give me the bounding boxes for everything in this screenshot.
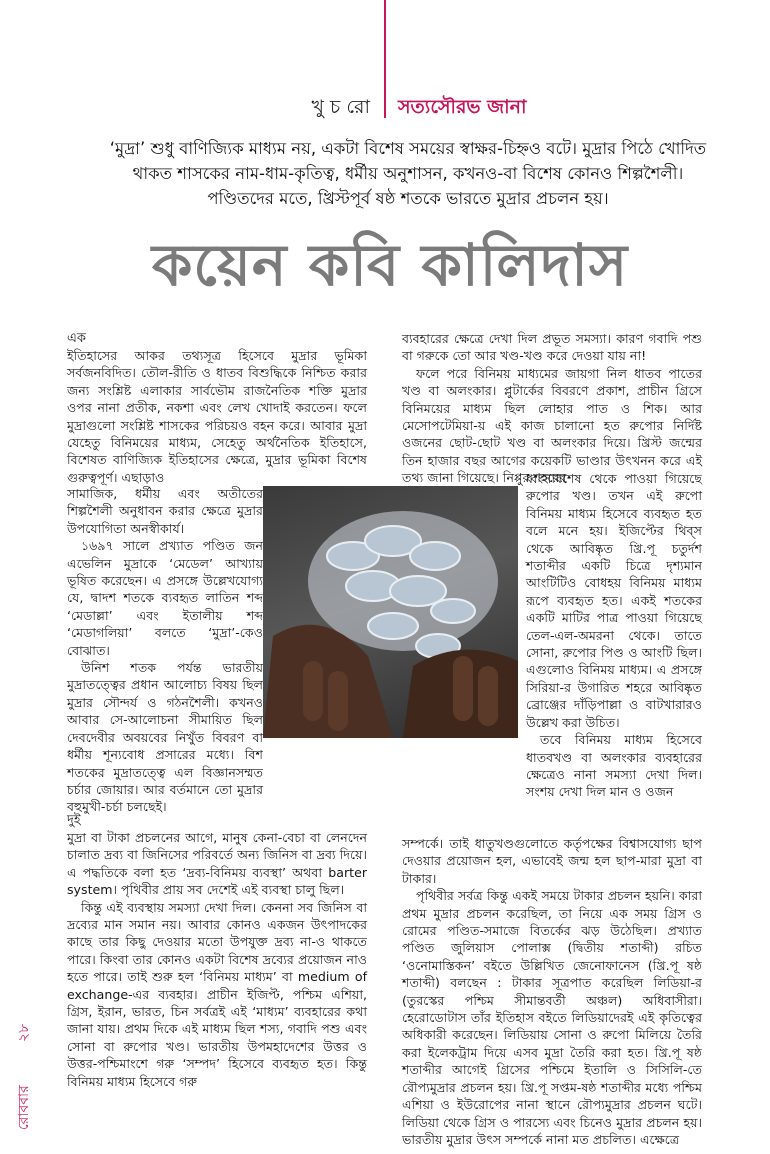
paragraph: তবে বিনিময় মাধ্যম হিসেবে ধাতবখণ্ড বা অলংকার ব্যবহারের ক্ষেত্রেও নানা সমস্যা দেখা দিল। সংশয় দেখা দিল মান ও ওজন bbox=[526, 732, 702, 800]
paragraph: ফলে পরে বিনিময় মাধ্যমের জায়গা নিল ধাতব পাতের খণ্ড বা অলংকার। প্লুটার্কের বিবরণে প্রকাশ, প্রাচীন গ্রিসে বিনিময়ের মাধ্যম ছিল লোহার পাত ও শিক। আর মেসোপটেমিয়া-য় এই কাজ চালানো হত রুপোর নির্দিষ্ট ওজনের ছোট-ছোট খণ্ড বা অলংকার দিয়ে। খ্রিস্ট জন্মের তিন হাজার বছর আগের কয়েকটি ভাণ্ডার উৎখনন করে এই তথ্য জানা গিয়েছে। নিপ্পুর শহরের bbox=[402, 365, 702, 486]
paragraph: কিন্তু এই ব্যবস্থায় সমস্যা দেখা দিল। কেননা সব জিনিস বা দ্রব্যের মান সমান নয়। আবার কোনও একজন উৎপাদকের কাছে তার কিছু দেওয়ার মতো উপযুক্ত দ্রব্য না-ও থাকতে পারে। কিংবা তার কোনও একটা বিশেষ দ্রব্যের প্রয়োজন নাও হতে পারে। তাই শুরু হল ‘বিনিময় মাধ্যম’ বা medium of exchange-এর ব্যবহার। প্রাচীন ইজিপ্ট, পশ্চিম এশিয়া, গ্রিস, ইরান, ভারত, চিন সর্বত্রই এই ‘মাধ্যম’ ব্যবহারের কথা জানা যায়। প্রথম দিকে এই মাধ্যম ছিল শস্য, গবাদি পশু এবং সোনা বা রুপোর খণ্ড। ভারতীয় উপমহাদেশের উত্তর ও উত্তর-পশ্চিমাংশে গরু ‘সম্পদ’ হিসেবে ব্যবহৃত হত। কিন্তু বিনিময় মাধ্যম হিসেবে গরু bbox=[67, 899, 367, 1089]
page-number: ২৮ bbox=[16, 1023, 32, 1042]
column2-bottom bbox=[402, 835, 702, 1147]
column1-bottom bbox=[67, 812, 367, 1112]
paragraph: পৃথিবীর সর্বত্র কিন্তু একই সময়ে টাকার প্রচলন হয়নি। কারা প্রথম মুদ্রার প্রচলন করেছিল, তা নিয়ে এক সময় গ্রিস ও রোমের পণ্ডিত-সমাজে বিতর্কের ঝড় উঠেছিল। প্রখ্যাত পণ্ডিত জুলিয়াস পোলাক্স (দ্বিতীয় শতাব্দী) রচিত ‘ওনোমাস্তিকন’ বইতে উল্লিখিত জেনোফানেস (খ্রি.পূ ষষ্ঠ শতাব্দী) বলছেন : টাকার সূত্রপাত করেছিল লিডিয়া-র (তুরস্কের পশ্চিম সীমান্তবর্তী অঞ্চল) অধিবাসীরা। হেরোডোটাস তাঁর ইতিহাস বইতে লিডিয়াদেরই এই কৃতিত্বের অধিকারী করেছেন। লিডিয়ায় সোনা ও রুপো মিলিয়ে তৈরি করা ইলেকট্রাম দিয়ে এসব মুদ্রা তৈরি করা হত। খ্রি.পূ ষষ্ঠ শতাব্দীর আগেই গ্রিসের পশ্চিমে ইতালি ও সিসিলি-তে রৌপ্যমুদ্রার প্রচলন হয়। খ্রি.পূ সপ্তম-ষষ্ঠ শতাব্দীর মধ্যে পশ্চিম এশিয়া ও ইউরোপের নানা স্থানে রৌপ্যমুদ্রার প্রচলন ঘটে। লিডিয়া থেকে গ্রিস ও পারস্যে এবং চিনেও মুদ্রার প্রচলন হয়। ভারতীয় মুদ্রার উৎস সম্পর্কে নানা মত প্রচলিত। এক্ষেত্রে bbox=[402, 888, 702, 1147]
paragraph: ১৬৯৭ সালে প্রখ্যাত পণ্ডিত জন এভেলিন মুদ্রাকে ‘মেডেল’ আখ্যায় ভূষিত করেছেন। এ প্রসঙ্গে উল্লেখযোগ্য যে, দ্বাদশ শতকে ব্যবহৃত লাতিন শব্দ ‘মেডাল্লা’ এবং ইতালীয় শব্দ ‘মেডাগলিয়া’ বলতে ‘মুদ্রা’-কেও বোঝাত। bbox=[67, 538, 263, 658]
section-rubric: খু চ রো bbox=[311, 96, 370, 118]
page-footer bbox=[12, 1020, 48, 1140]
paragraph: সামাজিক, ধর্মীয় এবং অতীতের শিল্পশৈলী অনুধাবন করার ক্ষেত্রে মুদ্রার উপযোগিতা অনস্বীকার্য। bbox=[67, 486, 263, 536]
column2-top bbox=[402, 330, 702, 486]
header-divider-line bbox=[384, 0, 386, 118]
article-title: কয়েন কবি কালিদাস bbox=[151, 231, 629, 299]
column1-top bbox=[67, 330, 367, 485]
intro-standfirst: ‘মুদ্রা’ শুধু বাণিজ্যিক মাধ্যম নয়, একটা বিশেষ সময়ের স্বাক্ষর-চিহ্নও বটে। মুদ্রার পিঠে খোদিত থাকত শাসকের নাম-ধাম-কৃতিত্ব, ধর্মীয় অনুশাসন, কখনও-বা বিশেষ কোনও শিল্পশৈলী। পণ্ডিতদের মতে, খ্রিস্টপূর্ব ষষ্ঠ শতকে ভারতে মুদ্রার প্রচলন হয়। bbox=[109, 139, 707, 208]
author-name: সত্যসৌরভ জানা bbox=[398, 96, 527, 118]
section-heading-dui: দুই bbox=[67, 813, 81, 828]
coins-in-hands-photo bbox=[263, 486, 518, 738]
paragraph: ইতিহাসের আকর তথ্যসূত্র হিসেবে মুদ্রার ভূমিকা সর্বজনবিদিত। তৌল-রীতি ও ধাতব বিশুদ্ধিকে নিশ্চিত করার জন্য সংশ্লিষ্ট এলাকার সার্বভৌম রাজনৈতিক শক্তি মুদ্রার ওপর নানা প্রতীক, নকশা এবং লেখ খোদাই করতেন। ফলে মুদ্রাগুলো সংশ্লিষ্ট শাসকের পরিচয়ও বহন করে। আবার মুদ্রা যেহেতু বিনিময়ের মাধ্যম, সেহেতু অর্থনৈতিক ইতিহাসে, বিশেষত বাণিজ্যিক ইতিহাসের ক্ষেত্রে, মুদ্রার ভূমিকা বিশেষ গুরুত্বপূর্ণ। এছাড়াও bbox=[67, 348, 367, 485]
magazine-name: রোববার bbox=[16, 1085, 32, 1130]
paragraph: উনিশ শতক পর্যন্ত ভারতীয় মুদ্রাতত্ত্বের প্রধান আলোচ্য বিষয় ছিল মুদ্রার সৌন্দর্য ও গঠনশৈলী। কখনও আবার সে-আলোচনা সীমায়িত ছিল দেবদেবীর অবয়বের নিখুঁত বিবরণ বা ধর্মীয় শূন্যবোধ প্রসারের মধ্যে। বিশ শতকের মুদ্রাতত্ত্বে এল বিজ্ঞানসম্মত চর্চার জোয়ার। আর বর্তমানে তো মুদ্রার বহুমুখী-চর্চা চলছেই। bbox=[67, 660, 263, 815]
paragraph: ধ্বংসাবশেষ থেকে পাওয়া গিয়েছে রুপোর খণ্ড। তখন এই রুপো বিনিময় মাধ্যম হিসেবে ব্যবহৃত হত বলে মনে হয়। ইজিপ্টের থিব্স থেকে আবিষ্কৃত খ্রি.পূ চতুর্দশ শতাব্দীর একটি চিত্রে দৃশ্যমান আংটিটিও বোধহয় বিনিময় মাধ্যম রূপে ব্যবহৃত হত। একই শতকের একটি মাটির পাত্র পাওয়া গিয়েছে তেল-এল-অমরনা থেকে। তাতে সোনা, রুপোর পিণ্ড ও আংটি ছিল। এগুলোও বিনিময় মাধ্যম। এ প্রসঙ্গে সিরিয়া-র উগারিত শহরে আবিষ্কৃত ব্রোঞ্জের দাঁড়িপাল্লা ও বাটখারারও উল্লেখ করা উচিত। bbox=[526, 471, 702, 730]
paragraph: মুদ্রা বা টাকা প্রচলনের আগে, মানুষ কেনা-বেচা বা লেনদেন চালাত দ্রব্য বা জিনিসের পরিবর্তে অন্য জিনিস বা দ্রব্য দিয়ে। এ পদ্ধতিকে বলা হত ‘দ্রব্য-বিনিময় ব্যবস্থা’ অথবা barter system। পৃথিবীর প্রায় সব দেশেই এই ব্যবস্থা চালু ছিল। bbox=[67, 830, 367, 898]
column1-wrap bbox=[67, 485, 263, 815]
column2-wrap bbox=[526, 470, 702, 830]
section-heading-ek: এক bbox=[67, 331, 86, 346]
paragraph: ব্যবহারের ক্ষেত্রে দেখা দিল প্রভূত সমস্যা। কারণ গবাদি পশু বা গরুকে তো আর খণ্ড-খণ্ড করে দেওয়া যায় না! bbox=[402, 331, 702, 364]
paragraph: সম্পর্কে। তাই ধাতুখণ্ডগুলোতে কর্তৃপক্ষের বিশ্বাসযোগ্য ছাপ দেওয়ার প্রয়োজন হল, এভাবেই জন্ম হল ছাপ-মারা মুদ্রা বা টাকার। bbox=[402, 836, 702, 886]
coins-illustration bbox=[263, 486, 518, 738]
